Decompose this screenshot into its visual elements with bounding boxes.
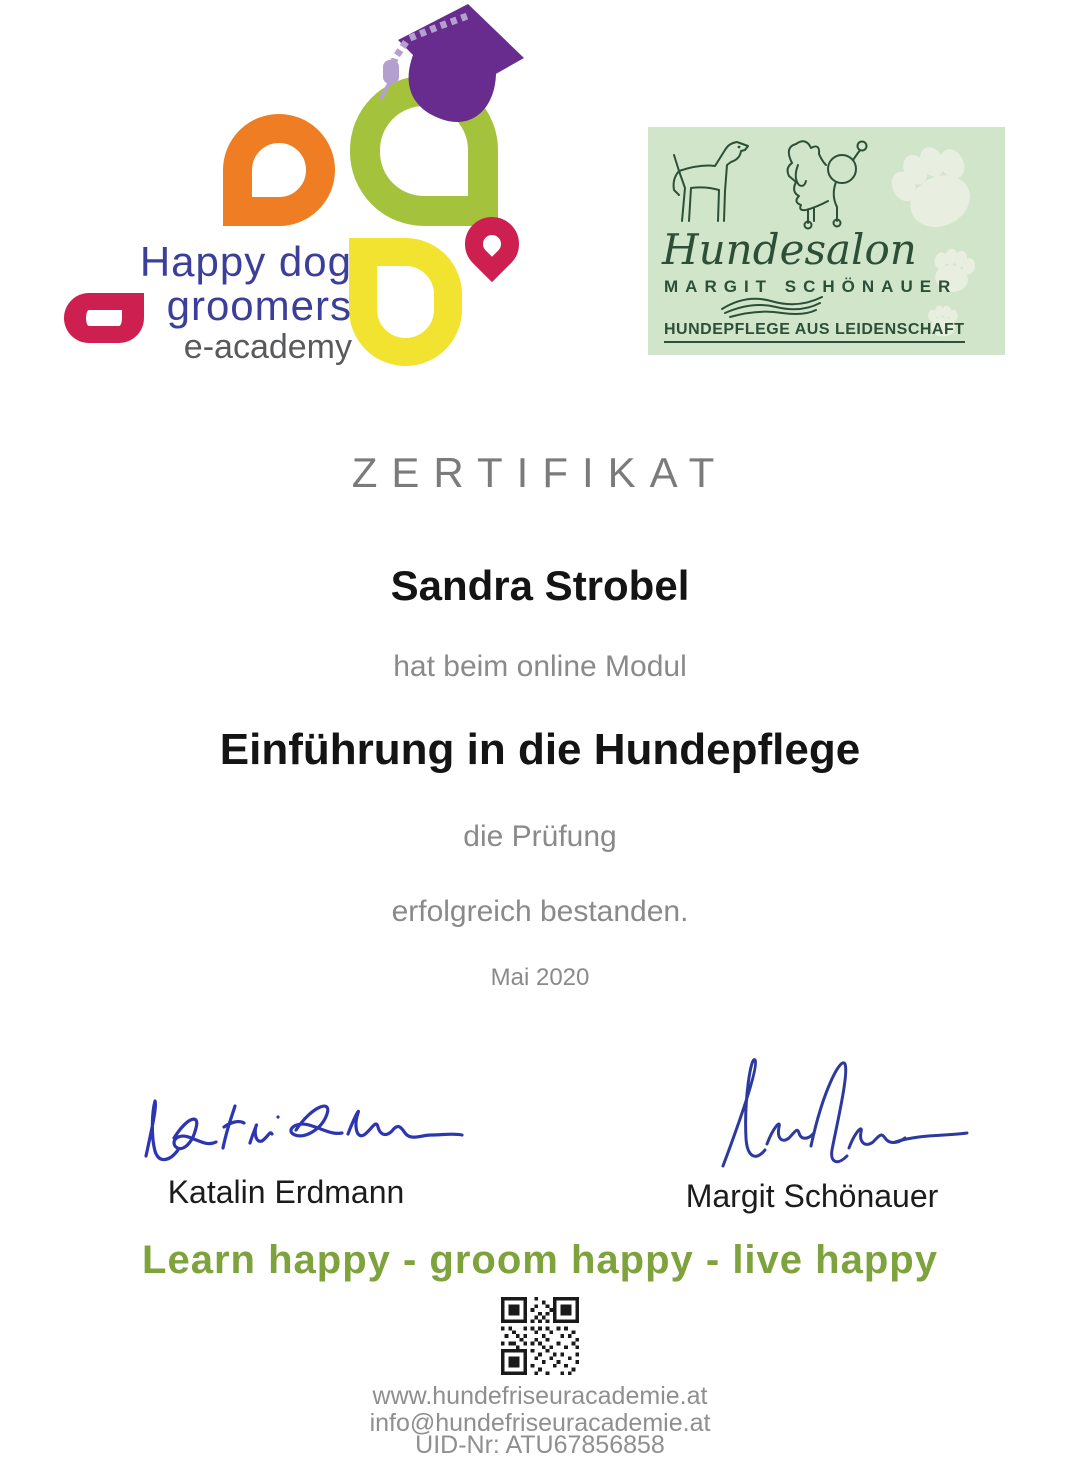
signature-katalin-erdmann	[128, 1076, 473, 1174]
salon-tagline: HUNDEPFLEGE AUS LEIDENSCHAFT	[664, 321, 965, 343]
footer-website: www.hundefriseuracademie.at	[372, 1382, 708, 1410]
salon-badge	[648, 127, 1005, 355]
footer-uid: UID-Nr: ATU67856858	[415, 1431, 665, 1459]
signatory-name-left: Katalin Erdmann	[167, 1174, 405, 1210]
qr-code	[501, 1297, 579, 1375]
swoosh-ornament	[716, 293, 828, 319]
result-line: erfolgreich bestanden.	[391, 895, 689, 928]
signatory-name-right: Margit Schönauer	[685, 1178, 939, 1214]
exam-line: die Prüfung	[463, 820, 617, 853]
salon-owner: MARGIT SCHÖNAUER	[664, 277, 958, 296]
graduation-cap-icon	[368, 0, 538, 132]
certificate-title: ZERTIFIKAT	[351, 449, 729, 496]
slogan: Learn happy - groom happy - live happy	[142, 1238, 938, 1282]
intro-line: hat beim online Modul	[393, 650, 687, 683]
certificate-date: Mai 2020	[490, 964, 590, 991]
logo-wordmark-line1: Happy dog	[139, 238, 352, 285]
recipient-name: Sandra Strobel	[390, 562, 690, 609]
logo-petal-yellow	[349, 238, 462, 366]
logo-petal-orange	[223, 114, 335, 226]
footer-email: info@hundefriseuracademie.at	[369, 1409, 711, 1437]
signature-margit-schoenauer	[695, 1048, 980, 1172]
logo-wordmark-line2: groomers	[166, 282, 352, 329]
salon-name: Hundesalon	[662, 225, 917, 274]
module-title: Einführung in die Hundepflege	[219, 725, 861, 774]
logo-wordmark-line3: e-academy	[183, 328, 352, 366]
terrier-outline-icon	[660, 135, 870, 231]
